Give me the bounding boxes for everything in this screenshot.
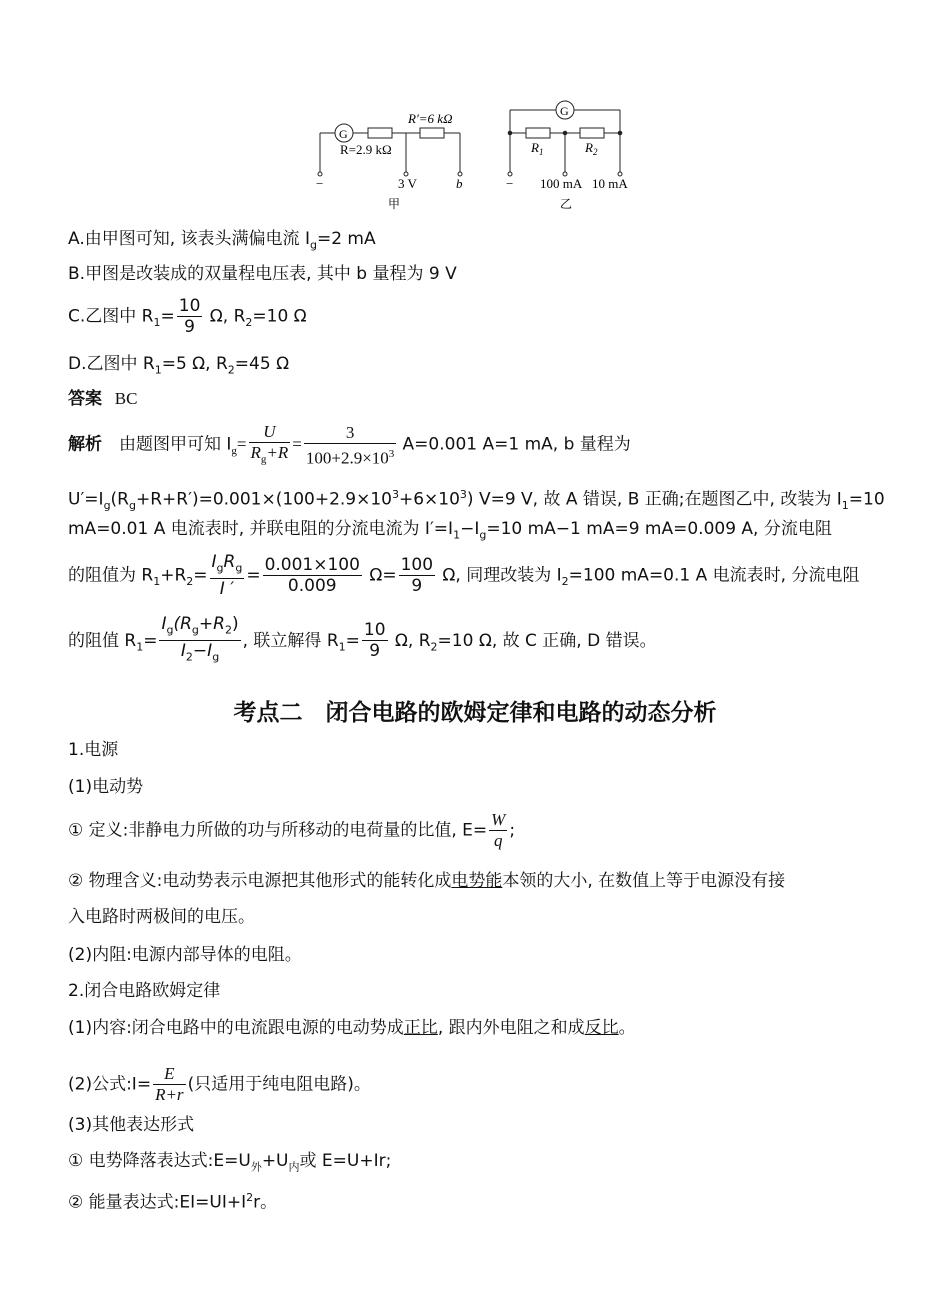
answer-line — [68, 388, 137, 410]
section-2-2: (2)公式:I= $\frac{E}{R+r}$ (只适用于纯电阻电路)。 — [68, 1064, 371, 1104]
option-b: B.甲图是改装成的双量程电压表, 其中 b 量程为 9 V — [68, 264, 457, 284]
section-1-1-heading: (1)电动势 — [68, 777, 144, 797]
figure-yi-caption: 乙 — [560, 197, 573, 211]
analysis-line-4: 的阻值为 $R_1+R_2=$ $\frac{I_gR_g}{I '}$ = $\frac{0.001\times 100}{0.009}$ Ω= $\frac{100}{9}$ Ω, 同理改装为 $I_2=100$ mA=0.1 A 电流表时, 分流电阻 — [68, 552, 860, 600]
section-2-1: (1)内容:闭合电路中的电流跟电源的电动势成正比, 跟内外电阻之和成反比。 — [68, 1018, 636, 1038]
section-title: 考点二 闭合电路的欧姆定律和电路的动态分析 — [233, 700, 717, 726]
answer-label: 答案 — [68, 389, 102, 409]
section-1-heading: 1.电源 — [68, 740, 119, 760]
r-label: R=2.9 kΩ — [340, 142, 392, 157]
100ma-terminal-label: 100 mA — [540, 176, 583, 191]
fraction: $\frac{I_gR_g}{I '}$ — [211, 552, 243, 600]
fraction: $\frac{I_g(R_g+R_2)}{I_2-I_g}$ — [161, 614, 239, 664]
figure-jia-caption: 甲 — [388, 197, 401, 211]
analysis-line-2: $U'=I_g(R_g+R+R')=0.001\times(100+2.9\times 10^3+6\times 10^3)$ V=9 V, 故 A 错误, B 正确;在题图乙中, 改装为 $I_1=10$ — [68, 488, 885, 513]
section-2-3: (3)其他表达形式 — [68, 1115, 195, 1135]
section-2-heading: 2.闭合电路欧姆定律 — [68, 981, 221, 1001]
fraction: $\frac{100}{9}$ — [400, 555, 434, 597]
b-terminal-label: b — [456, 176, 463, 191]
answer-value: BC — [114, 389, 138, 408]
analysis-label: 解析 — [68, 434, 102, 455]
section-1-1-definition: ① 定义:非静电力所做的功与所移动的电荷量的比值, E= $\frac{W}{q}$ ; — [68, 810, 516, 850]
r1-label: $R_1$ — [531, 140, 544, 157]
fraction: $\frac{W}{q}$ — [491, 810, 506, 850]
section-1-2: (2)内阻:电源内部导体的电阻。 — [68, 945, 302, 965]
fraction: $\frac{E}{R+r}$ — [155, 1064, 184, 1104]
section-2-3-b: ② 能量表达式$:EI=UI+I^2r$。 — [68, 1191, 278, 1213]
3v-terminal-label: 3 V — [398, 176, 417, 191]
fraction: $\frac{10}{9}$ — [363, 620, 386, 662]
analysis-line-1: 解析 由题图甲可知 $I_g=$ $\frac{U}{R_g+R}$ = $\frac{3}{100+2.9\times 10^3}$ A=0.001 A=1 mA, b 量程为 — [68, 422, 631, 468]
analysis-line-3: mA=0.01 A 电流表时, 并联电阻的分流电流为 $I'=I_1-I_g=10$ mA−1 mA=9 mA=0.009 A, 分流电阻 — [68, 519, 832, 542]
option-d: D.乙图中 $R_1=5$ Ω, $R_2=45$ Ω — [68, 354, 290, 377]
section-2-3-a: ① 电势降落表达式$:E=U_外+U_内$或 E=U+Ir; — [68, 1151, 392, 1174]
circuit-figure — [0, 0, 950, 220]
galvanometer-label: G — [339, 127, 348, 141]
10ma-terminal-label: 10 mA — [592, 176, 628, 191]
galvanometer-label: G — [560, 104, 569, 118]
analysis-line-5: 的阻值 $R_1=$ $\frac{I_g(R_g+R_2)}{I_2-I_g}$ , 联立解得 $R_1=$ $\frac{10}{9}$ Ω, $R_2=10$ Ω, 故 C 正确, D 错误。 — [68, 614, 657, 668]
fraction: $\frac{3}{100+2.9\times 10^3}$ — [305, 422, 395, 468]
section-1-1-meaning: ② 物理含义:电动势表示电源把其他形式的能转化成电势能本领的大小, 在数值上等于电源没有接 — [68, 871, 786, 891]
minus-terminal-label: − — [316, 176, 324, 191]
fraction: $\frac{0.001\times 100}{0.009}$ — [264, 555, 360, 597]
minus-terminal-label: − — [506, 176, 514, 191]
section-1-1-meaning-cont: 入电路时两极间的电压。 — [68, 907, 255, 927]
fraction: $\frac{U}{R_g+R}$ — [250, 422, 289, 466]
option-c: C.乙图中 $R_1=$ $\frac{10}{9}$ Ω, $R_2=10$ Ω — [68, 296, 307, 337]
r-prime-label: R′=6 kΩ — [408, 111, 453, 126]
fraction: $\frac{10}{9}$ — [178, 296, 201, 337]
r2-label: $R_2$ — [585, 140, 598, 157]
option-a: A.由甲图可知, 该表头满偏电流 $I_g=2$ mA — [68, 229, 376, 252]
